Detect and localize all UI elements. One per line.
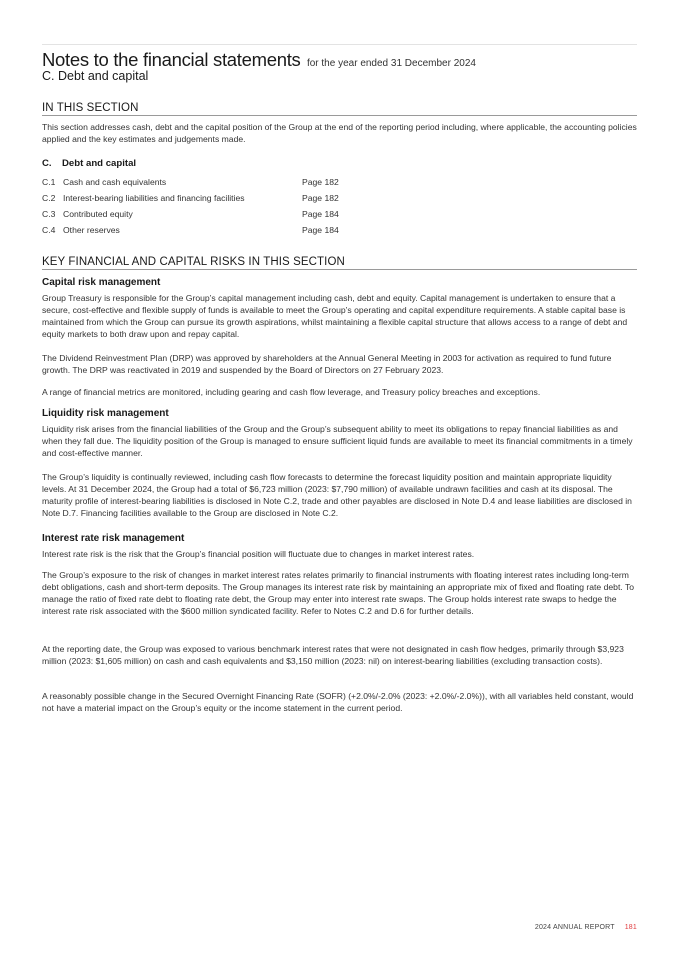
toc-item-page: Page 184 [302, 225, 339, 235]
liquidity-risk-paragraph: The Group’s liquidity is continually reviewed, including cash flow forecasts to determine the forecast liquidity position and maintain appropriate liquidity levels. At 31 December 2024, the Group had a total of $6,723 million (2023: $7,790 million) of available undrawn facilities and cash at its disposal. The maturity profile of interest-bearing liabilities is disclosed in Note C.2, trade and other payables are disclosed in Note D.4 and lease liabilities are disclosed in Note D.7. Financing facilities available to the Group are disclosed in Note C.2. [42, 472, 632, 518]
interest-risk-paragraph: The Group’s exposure to the risk of changes in market interest rates relates primarily to financial instruments with floating interest rates including long-term debt obligations, cash and short-term deposits. The Group manages its interest rate risk by maintaining an appropriate mix of fixed and floating rate debt. To manage the ratio of fixed rate debt to floating rate debt, the Group may enter into interest rate swaps. The Group holds interest rate swaps to hedge the interest rate risk associated with the $600 million syndicated facility. Refer to Notes C.2 and D.6 for further details. [42, 570, 635, 616]
toc-item-code: C.3 [42, 209, 56, 219]
toc-item-page: Page 184 [302, 209, 339, 219]
toc-heading-code: C. [42, 158, 52, 169]
liquidity-risk-heading: Liquidity risk management [42, 408, 169, 419]
toc-heading-title: Debt and capital [62, 158, 137, 169]
toc-item-name: Interest-bearing liabilities and financing facilities [63, 193, 245, 203]
interest-risk-heading: Interest rate risk management [42, 533, 185, 544]
toc-item-name: Other reserves [63, 225, 120, 235]
interest-risk-paragraph: A reasonably possible change in the Secured Overnight Financing Rate (SOFR) (+2.0%/-2.0% (2023: +2.0%/-2.0%)), with all variables held constant, would not have a material impact on the Group’s equity or the income statement in the current period. [42, 691, 634, 713]
toc-item-name: Cash and cash equivalents [63, 177, 167, 187]
section-subtitle: C. Debt and capital [42, 69, 149, 83]
capital-risk-heading: Capital risk management [42, 277, 161, 288]
capital-risk-paragraph: Group Treasury is responsible for the Group’s capital management including cash, debt and equity. Capital management is undertaken to ensure that a secure, cost-effective and flexible supply of funds is available to meet the Group’s operating and capital expenditure requirements. A stable capital base is maintained from which the Group can pursue its growth aspirations, whilst maintaining a flexible capital structure that allows access to a range of debt and equity markets to both draw upon and repay capital. [42, 293, 628, 339]
toc-item[interactable] [42, 206, 362, 222]
page-title-line [42, 49, 476, 71]
toc-item-page: Page 182 [302, 177, 339, 187]
toc-item[interactable] [42, 222, 362, 238]
in-this-section-heading: IN THIS SECTION [42, 102, 637, 116]
toc-heading [42, 158, 362, 174]
toc-item[interactable] [42, 190, 362, 206]
toc-item-page: Page 182 [302, 193, 339, 203]
page-title: Notes to the financial statements [42, 49, 301, 70]
page-footer [535, 924, 637, 931]
section-intro: This section addresses cash, debt and the capital position of the Group at the end of the reporting period including, where applicable, the accounting policies applied and the key estimates and judgements made. [42, 122, 637, 144]
top-divider [42, 44, 637, 45]
liquidity-risk-paragraph: Liquidity risk arises from the financial liabilities of the Group and the Group’s subsequent ability to meet its obligations to repay financial liabilities as and when they fall due. The liquidity position of the Group is managed to ensure sufficient liquid funds are available to meet its financial commitments in a timely and cost-effective manner. [42, 424, 633, 458]
report-name: 2024 ANNUAL REPORT [534, 924, 615, 931]
key-risks-heading: KEY FINANCIAL AND CAPITAL RISKS IN THIS SECTION [42, 256, 637, 270]
toc-item-name: Contributed equity [63, 209, 133, 219]
capital-risk-paragraph: A range of financial metrics are monitored, including gearing and cash flow leverage, and Treasury policy breaches and exceptions. [42, 387, 541, 397]
section-contents [42, 158, 362, 238]
interest-risk-paragraph: At the reporting date, the Group was exposed to various benchmark interest rates that were not designated in cash flow hedges, primarily through $3,923 million (2023: $1,605 million) on cash and cash equivalents and $3,150 million (2023: nil) on interest-bearing liabilities (excluding transaction costs). [42, 644, 624, 666]
toc-item-code: C.1 [42, 177, 56, 187]
capital-risk-paragraph: The Dividend Reinvestment Plan (DRP) was approved by shareholders at the Annual General Meeting in 2003 for activation as required to fund future growth. The DRP was reactivated in 2019 and suspended by the Board of Directors on 27 February 2023. [42, 353, 612, 375]
toc-item-code: C.2 [42, 193, 56, 203]
page-number: 181 [624, 924, 637, 931]
interest-risk-paragraph: Interest rate risk is the risk that the Group’s financial position will fluctuate due to changes in market interest rates. [42, 549, 475, 559]
toc-item[interactable] [42, 174, 362, 190]
page-period: for the year ended 31 December 2024 [306, 58, 476, 69]
toc-item-code: C.4 [42, 225, 56, 235]
